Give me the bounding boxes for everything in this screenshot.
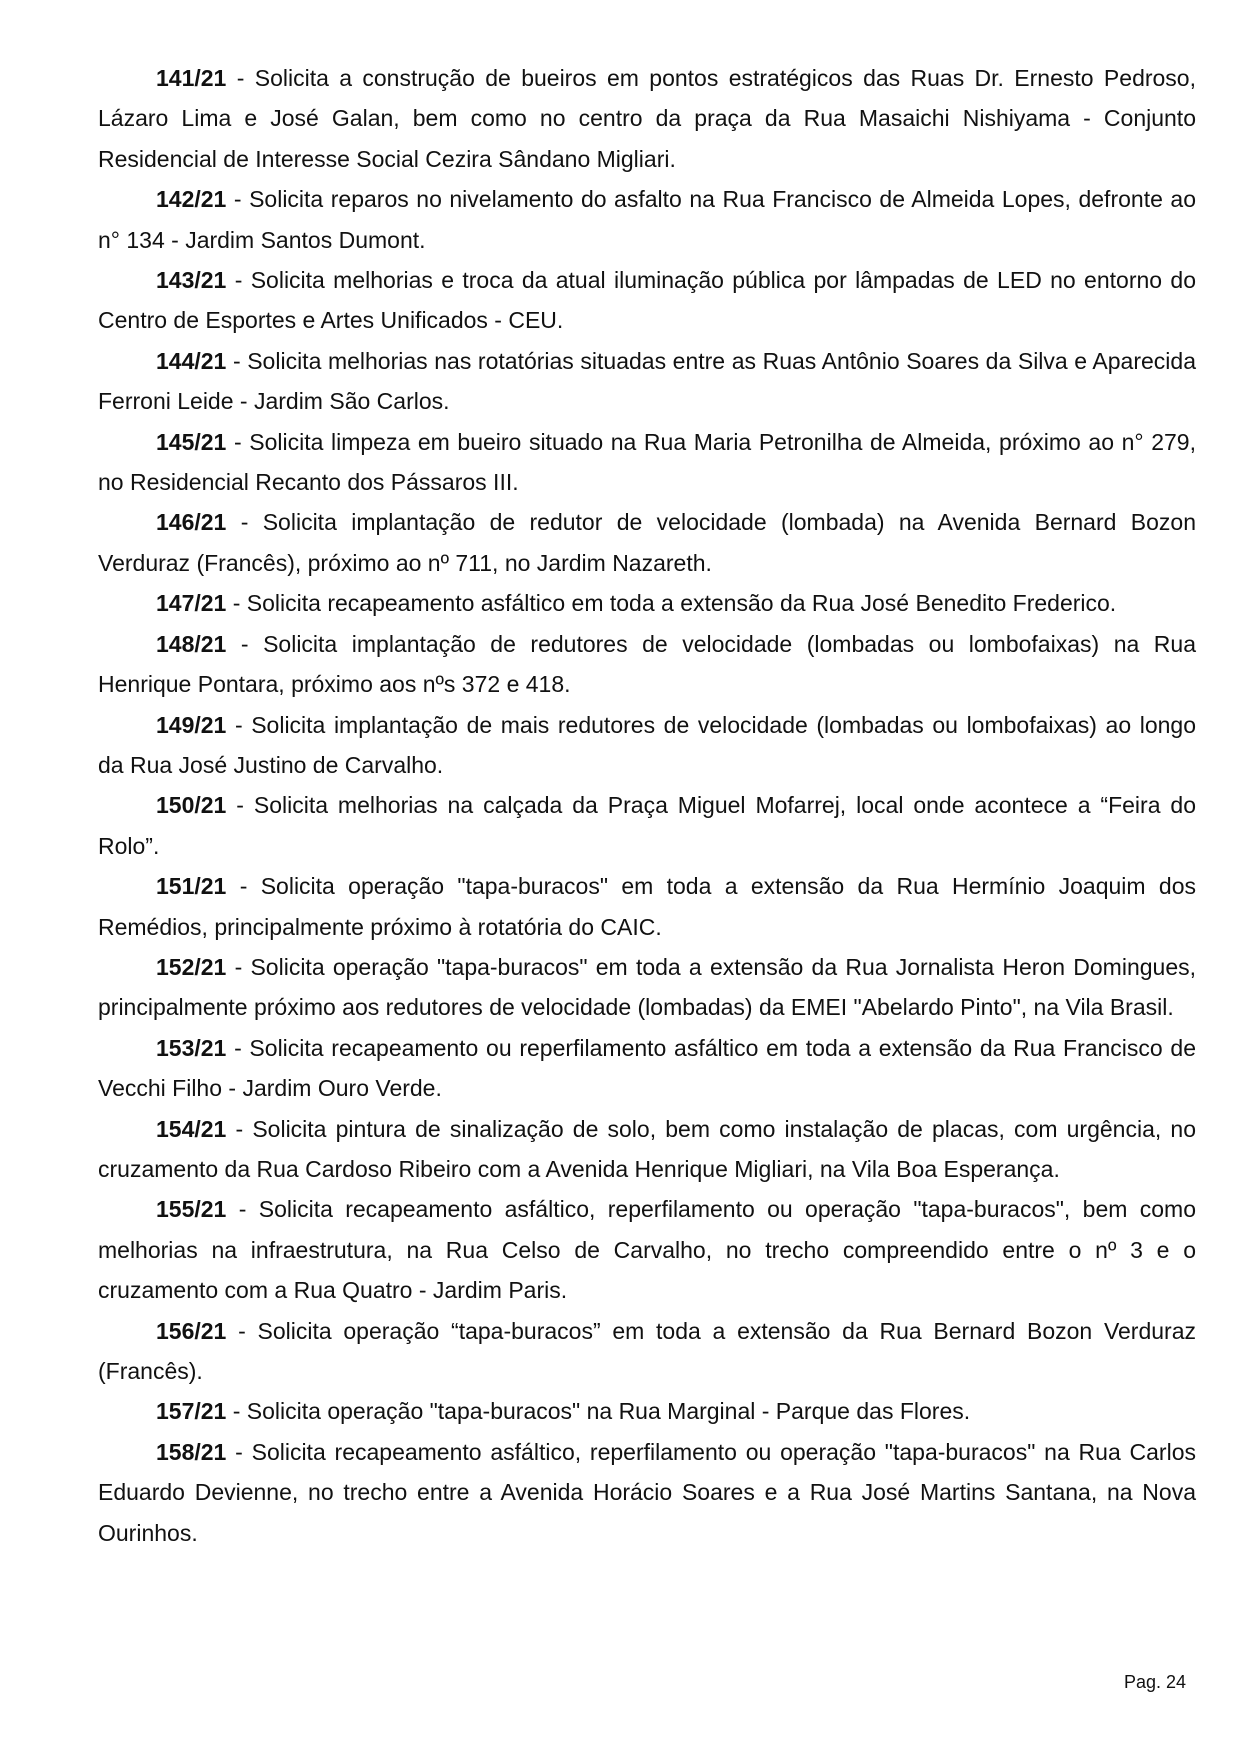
request-item [98,1391,1196,1431]
request-number: 148/21 [156,630,227,657]
request-text: - Solicita melhorias e troca da atual iluminação pública por lâmpadas de LED no entorno do Centro de Esportes e Artes Unificados - CEU. [98,267,1196,334]
request-number: 142/21 [156,186,227,213]
request-text: - Solicita recapeamento asfáltico em toda a extensão da Rua José Benedito Frederico. [226,590,1117,617]
request-text: - Solicita operação “tapa-buracos” em toda a extensão da Rua Bernard Bozon Verduraz (Francês). [98,1317,1196,1384]
request-number: 152/21 [156,953,227,980]
request-number: 158/21 [156,1438,227,1465]
request-text: - Solicita operação "tapa-buracos" em toda a extensão da Rua Hermínio Joaquim dos Remédios, principalmente próximo à rotatória do CAIC. [98,873,1196,940]
request-text: - Solicita operação "tapa-buracos" na Rua Marginal - Parque das Flores. [226,1398,971,1425]
request-text: - Solicita melhorias nas rotatórias situadas entre as Ruas Antônio Soares da Silva e Aparecida Ferroni Leide - Jardim São Carlos. [98,347,1196,415]
request-number: 143/21 [156,267,227,294]
request-text: - Solicita melhorias na calçada da Praça Miguel Mofarrej, local onde acontece a “Feira do Rolo”. [98,792,1196,859]
request-text: - Solicita implantação de redutores de velocidade (lombadas ou lombofaixas) na Rua Henrique Pontara, próximo aos nºs 372 e 418. [98,630,1196,698]
request-text: - Solicita pintura de sinalização de solo, bem como instalação de placas, com urgência, no cruzamento da Rua Cardoso Ribeiro com a Avenida Henrique Migliari, na Vila Boa Esperança. [98,1115,1196,1182]
request-item [98,583,1196,623]
request-text: - Solicita recapeamento ou reperfilamento asfáltico em toda a extensão da Rua Francisco de Vecchi Filho - Jardim Ouro Verde. [98,1034,1196,1102]
request-number: 144/21 [156,347,227,374]
request-number: 141/21 [156,65,227,91]
request-item [98,866,1196,947]
request-text: - Solicita a construção de bueiros em pontos estratégicos das Ruas Dr. Ernesto Pedroso, Lázaro Lima e José Galan, bem como no centro da praça da Rua Masaichi Nishiyama - Conjunto Residencial de Interesse Social Cezira Sândano Migliari. [98,65,1196,172]
request-number: 155/21 [156,1196,227,1223]
request-item [98,947,1196,1028]
request-text: - Solicita operação "tapa-buracos" em toda a extensão da Rua Jornalista Heron Domingues, principalmente próximo aos redutores de velocidade (lombadas) da EMEI "Abelardo Pinto", na Vila Brasil. [98,953,1196,1021]
page-number: Pag. 24 [1124,1672,1187,1692]
document-body [98,58,1196,1553]
request-item [98,785,1196,866]
request-item [98,422,1196,503]
request-number: 149/21 [156,711,227,738]
request-text: - Solicita limpeza em bueiro situado na Rua Maria Petronilha de Almeida, próximo ao n° 279, no Residencial Recanto dos Pássaros III. [98,428,1196,496]
request-number: 150/21 [156,792,227,819]
request-number: 156/21 [156,1317,227,1344]
request-item [98,624,1196,705]
request-text: - Solicita implantação de redutor de velocidade (lombada) na Avenida Bernard Bozon Verduraz (Francês), próximo ao nº 711, no Jardim Nazareth. [98,509,1196,576]
request-item [98,502,1196,583]
request-number: 157/21 [156,1398,227,1425]
request-item [98,1028,1196,1109]
request-text: - Solicita recapeamento asfáltico, reperfilamento ou operação "tapa-buracos", bem como melhorias na infraestrutura, na Rua Celso de Carvalho, no trecho compreendido entre o nº 3 e o cruzamento com a Rua Quatro - Jardim Paris. [98,1196,1196,1304]
request-number: 146/21 [156,509,227,536]
request-item [98,1432,1196,1553]
request-item [98,1189,1196,1310]
request-number: 151/21 [156,873,227,900]
request-item [98,260,1196,341]
request-item [98,179,1196,260]
request-item [98,1311,1196,1392]
request-text: - Solicita implantação de mais redutores de velocidade (lombadas ou lombofaixas) ao longo da Rua José Justino de Carvalho. [98,711,1196,778]
request-number: 147/21 [156,590,227,617]
request-item [98,705,1196,786]
request-item [98,58,1196,179]
request-text: - Solicita recapeamento asfáltico, reperfilamento ou operação "tapa-buracos" na Rua Carlos Eduardo Devienne, no trecho entre a Avenida Horácio Soares e a Rua José Martins Santana, na Nova Ourinhos. [98,1438,1196,1546]
request-item [98,1109,1196,1190]
request-text: - Solicita reparos no nivelamento do asfalto na Rua Francisco de Almeida Lopes, defronte ao n° 134 - Jardim Santos Dumont. [98,186,1196,253]
request-item [98,341,1196,422]
request-number: 153/21 [156,1034,227,1061]
request-number: 145/21 [156,428,227,455]
request-number: 154/21 [156,1115,227,1142]
